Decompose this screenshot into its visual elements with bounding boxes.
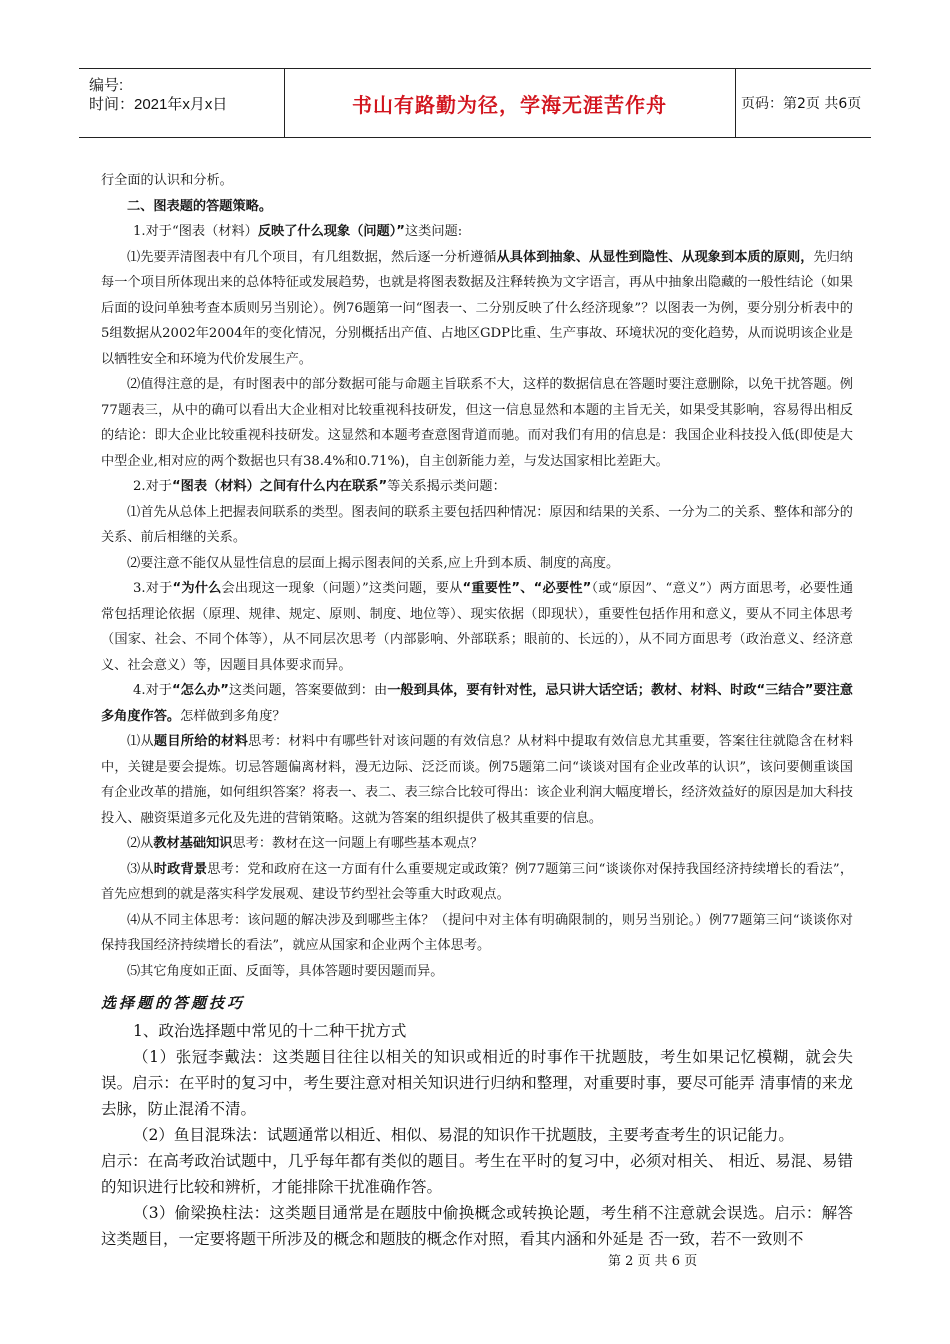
choice-question-section xyxy=(101,990,853,1252)
paragraph: 行全面的认识和分析。 xyxy=(101,173,233,188)
paragraph: ⑸其它角度如正面、反面等，具体答题时要因题而异。 xyxy=(127,963,444,979)
paragraph: （1）张冠李戴法：这类题目往往以相关的知识或相近的时事作干扰题肢，考生如果记忆模糊，就会失误。启示：在平时的复习中，考生要注意对相关知识进行归纳和整理，对重要时事，要尽可能弄 清事情的来龙去脉，防止混淆不清。 xyxy=(101,1048,853,1118)
paragraph: 1、政治选择题中常见的十二种干扰方式 xyxy=(133,1022,407,1040)
header-meta xyxy=(79,69,285,137)
page-footer: 第 2 页 共 6 页 xyxy=(608,1254,698,1269)
item-heading: 1.对于“图表（材料）反映了什么现象（问题）”这类问题: xyxy=(133,224,463,239)
paragraph: （3）偷梁换柱法：这类题目通常是在题肢中偷换概念或转换论题，考生稍不注意就会误选。启示：解答这类题目，一定要将题干所涉及的概念和题肢的概念作对照，看其内涵和外延是 否一致，若不一致则不 xyxy=(101,1204,853,1248)
paragraph: ⑶从时政背景思考：党和政府在这一方面有什么重要规定或政策？例77题第三问“谈谈你对保持我国经济持续增长的看法”，首先应想到的就是落实科学发展观、建设节约型社会等重大时政观点。 xyxy=(101,861,854,902)
section-heading: 二、图表题的答题策略。 xyxy=(127,198,273,214)
item-heading: 3.对于“为什么会出现这一现象（问题）”这类问题，要从“重要性”、“必要性”（或“原因”、“意义”）两方面思考，必要性通常包括理论依据（原理、规律、规定、原则、制度、地位等）、现实依据（即现状），重要性包括作用和意义，要从不同主体思考（国家、社会、不同个体等），从不同层次思考（内部影响、外部联系；眼前的、长远的），从不同方面思考（政治意义、经济意义、社会意义）等，因题目具体要求而异。 xyxy=(101,581,854,673)
paragraph: ⑴从题目所给的材料思考：材料中有哪些针对该问题的有效信息？从材料中提取有效信息尤其重要，答案往往就隐含在材料中，关键是要会提炼。切忌答题偏离材料，漫无边际、泛泛而谈。例75题第二问“谈谈对国有企业改革的认识”，该问要侧重谈国有企业改革的措施，如何组织答案？将表一、表二、表三综合比较可得出：该企业利润大幅度增长，经济效益好的原因是加大科技投入、融资渠道多元化及先进的营销策略。这就为答案的组织提供了极其重要的信息。 xyxy=(101,734,854,826)
paragraph: ⑵值得注意的是，有时图表中的部分数据可能与命题主旨联系不大，这样的数据信息在答题时要注意删除，以免干扰答题。例77题表三，从中的确可以看出大企业相对比较重视科技研发，但这一信息显然和本题的主旨无关，如果受其影响，容易得出相反的结论：即大企业比较重视科技研发。这显然和本题考查意图背道而驰。而对我们有用的信息是：我国企业科技投入低(即使是大中型企业,相对应的两个数据也只有38.4%和0.71%)，自主创新能力差，与发达国家相比差距大。 xyxy=(101,377,853,469)
paragraph: ⑵要注意不能仅从显性信息的层面上揭示图表间的关系,应上升到本质、制度的高度。 xyxy=(127,555,620,571)
paragraph: ⑴先要弄清图表中有几个项目，有几组数据，然后逐一分析遵循从具体到抽象、从显性到隐性、从现象到本质的原则，先归纳每一个项目所体现出来的总体特征或发展趋势，也就是将图表数据及注释转换为文字语言，再从中抽象出隐藏的一般性结论（如果后面的设问单独考查本质则另当别论）。例76题第一问“图表一、二分别反映了什么经济现象”？以图表一为例，要分别分析表中的5组数据从2002年2004年的变化情况，分别概括出产值、占地区GDP比重、生产事故、环境状况的变化趋势，从而说明该企业是以牺牲安全和环境为代价发展生产。 xyxy=(101,249,854,367)
section-title: 选择题的答题技巧 xyxy=(101,994,246,1012)
paragraph: ⑷从不同主体思考：该问题的解决涉及到哪些主体？（提问中对主体有明确限制的，则另当别论。）例77题第三问“谈谈你对保持我国经济持续增长的看法”，就应从国家和企业两个主体思考。 xyxy=(101,912,853,953)
date-label: 时间：2021年x月x日 xyxy=(89,96,228,113)
item-heading: 4.对于“怎么办”这类问题，答案要做到：由一般到具体，要有针对性，忌只讲大话空话；教材、材料、时政“三结合”要注意多角度作答。怎样做到多角度？ xyxy=(101,683,853,724)
page-header xyxy=(79,68,871,138)
number-label: 编号: xyxy=(89,77,124,94)
paragraph: 启示：在高考政治试题中，几乎每年都有类似的题目。考生在平时的复习中，必须对相关、 相近、易混、易错的知识进行比较和辨析，才能排除干扰准确作答。 xyxy=(101,1152,853,1196)
motto: 书山有路勤为径，学海无涯苦作舟 xyxy=(352,92,667,117)
header-motto-cell xyxy=(284,69,736,137)
paragraph: ⑴首先从总体上把握表间联系的类型。图表间的联系主要包括四种情况：原因和结果的关系、一分为二的关系、整体和部分的关系、前后相继的关系。 xyxy=(101,504,853,545)
item-heading: 2.对于“图表（材料）之间有什么内在联系”等关系揭示类问题： xyxy=(133,479,506,494)
document-body xyxy=(101,168,853,984)
paragraph: ⑵从教材基础知识思考：教材在这一问题上有哪些基本观点？ xyxy=(127,836,484,851)
page-info: 页码：第2页 共6页 xyxy=(741,96,862,112)
paragraph: （2）鱼目混珠法：试题通常以相近、相似、易混的知识作干扰题肢，主要考查考生的识记能力。 xyxy=(133,1126,794,1144)
